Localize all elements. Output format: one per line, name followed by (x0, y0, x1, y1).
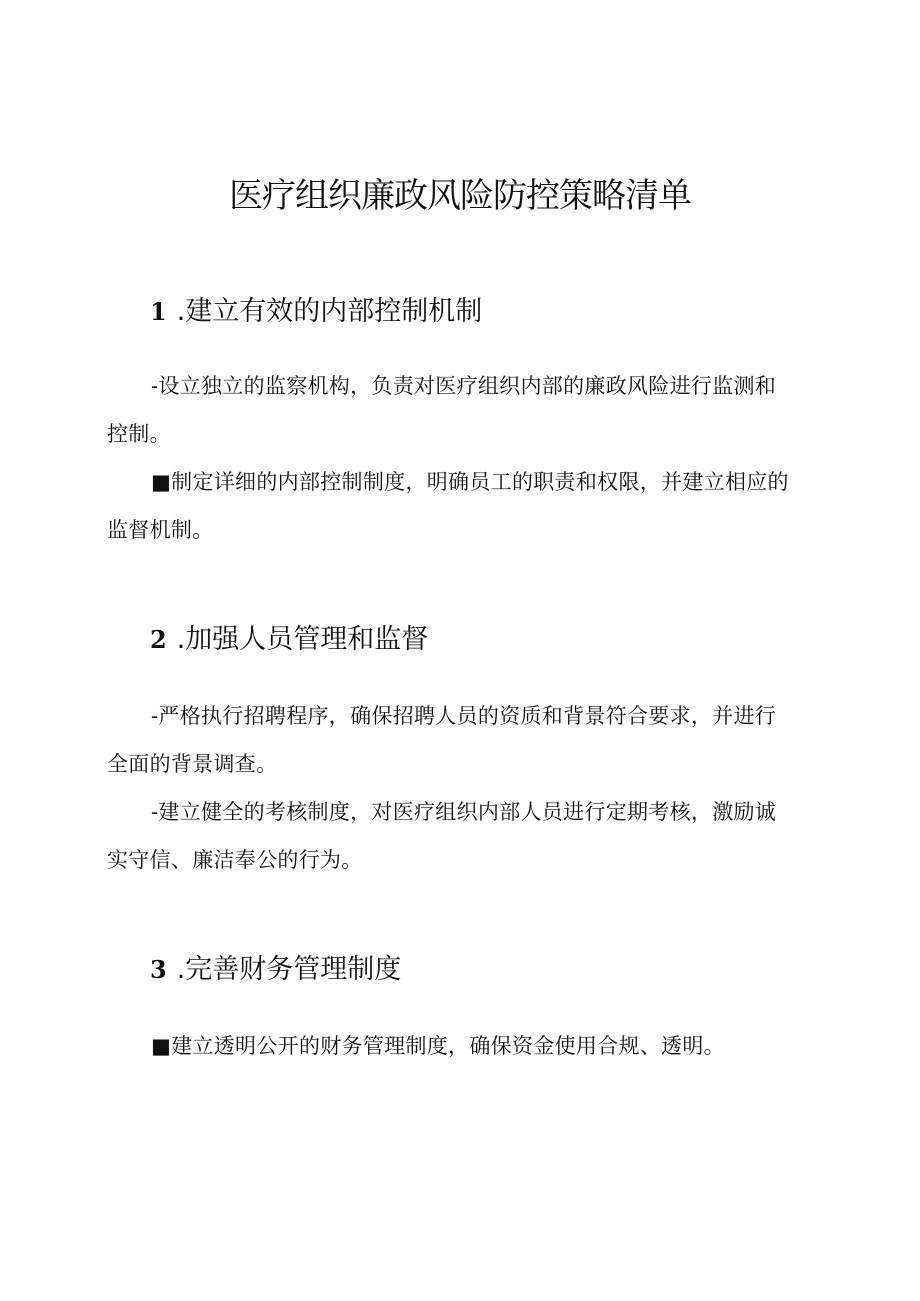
section-heading-1 (150, 292, 482, 332)
section-number-3: 3 (150, 955, 167, 984)
section-title-3: .完善财务管理制度 (176, 954, 402, 985)
section-2-item-2: -建立健全的考核制度，对医疗组织内部人员进行定期考核，激励诚实守信、廉洁奉公的行为。 (107, 800, 777, 872)
section-title-1: .建立有效的内部控制机制 (176, 296, 483, 327)
section-number-1: 1 (150, 297, 167, 326)
document-title: 医疗组织廉政风险防控策略清单 (229, 176, 691, 216)
section-number-2: 2 (150, 625, 167, 654)
section-1-item-2: ■制定详细的内部控制制度，明确员工的职责和权限，并建立相应的监督机制。 (107, 470, 789, 542)
section-2-item-1: -严格执行招聘程序，确保招聘人员的资质和背景符合要求，并进行全面的背景调查。 (107, 704, 777, 776)
section-title-2: .加强人员管理和监督 (176, 624, 429, 655)
section-3-item-1: ■建立透明公开的财务管理制度，确保资金使用合规、透明。 (151, 1034, 725, 1058)
section-1-item-1: -设立独立的监察机构，负责对医疗组织内部的廉政风险进行监测和控制。 (107, 374, 777, 446)
section-heading-3 (150, 950, 401, 990)
section-heading-2 (150, 620, 428, 660)
